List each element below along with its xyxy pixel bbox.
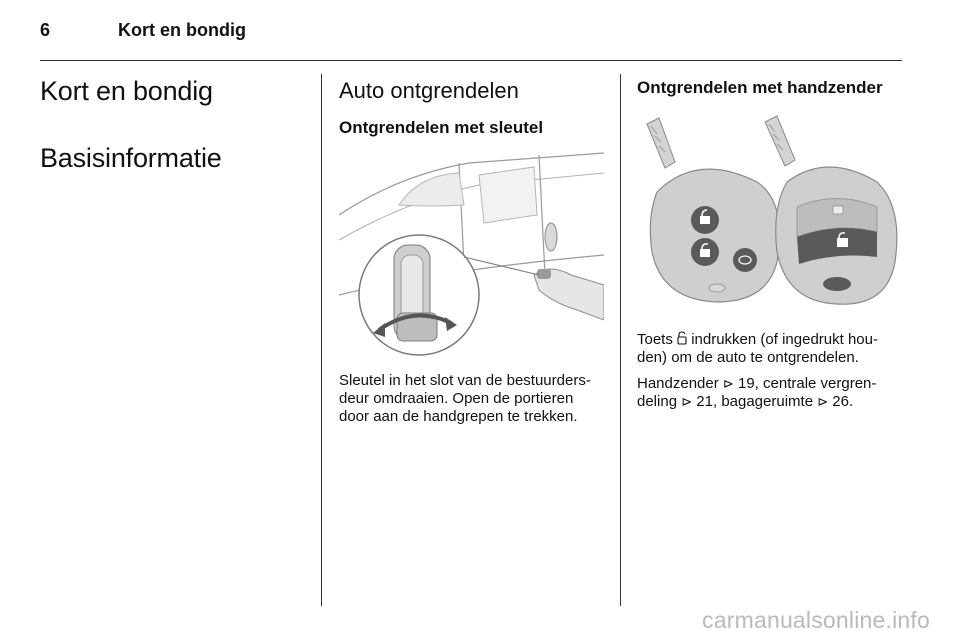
para-text: Handzender: [637, 375, 719, 392]
para-line: deur omdraaien. Open de portieren: [339, 390, 574, 407]
para-text: den) om de auto te ontgrendelen.: [637, 349, 859, 366]
page-number: 6: [40, 20, 51, 40]
reference-arrow-icon: ⊳: [681, 394, 693, 409]
remote-control-illustration: [637, 112, 903, 317]
reference-arrow-icon: ⊳: [722, 376, 734, 391]
subsection-heading: Ontgrendelen met sleutel: [339, 118, 544, 137]
reference-arrow-icon: ⊳: [817, 394, 829, 409]
chapter-title: Kort en bondig: [40, 76, 213, 106]
key-unlock-illustration: [339, 145, 604, 360]
para-text: deling: [637, 393, 678, 410]
column-divider-2: [620, 74, 621, 606]
unlock-icon: [677, 331, 687, 345]
page-reference[interactable]: 26.: [832, 393, 854, 410]
header-rule: [40, 60, 902, 61]
right-body-text: [637, 331, 907, 419]
subsection-heading-remote: Ontgrendelen met handzender: [637, 78, 883, 97]
para-text: Toets: [637, 331, 673, 348]
page-reference[interactable]: 19, centrale vergren-: [737, 375, 877, 392]
para-line: door aan de handgrepen te trekken.: [339, 408, 578, 425]
middle-body-text: [339, 372, 607, 434]
section-heading: Auto ontgrendelen: [339, 78, 519, 103]
watermark: carmanualsonline.info: [702, 607, 930, 633]
page-reference[interactable]: 21, bagageruimte: [696, 393, 814, 410]
para-text: indrukken (of ingedrukt hou-: [691, 331, 878, 348]
column-divider-1: [321, 74, 322, 606]
para-line: Sleutel in het slot van de bestuurders-: [339, 372, 591, 389]
section-title: Basisinformatie: [40, 143, 222, 173]
running-header: Kort en bondig: [118, 20, 246, 40]
